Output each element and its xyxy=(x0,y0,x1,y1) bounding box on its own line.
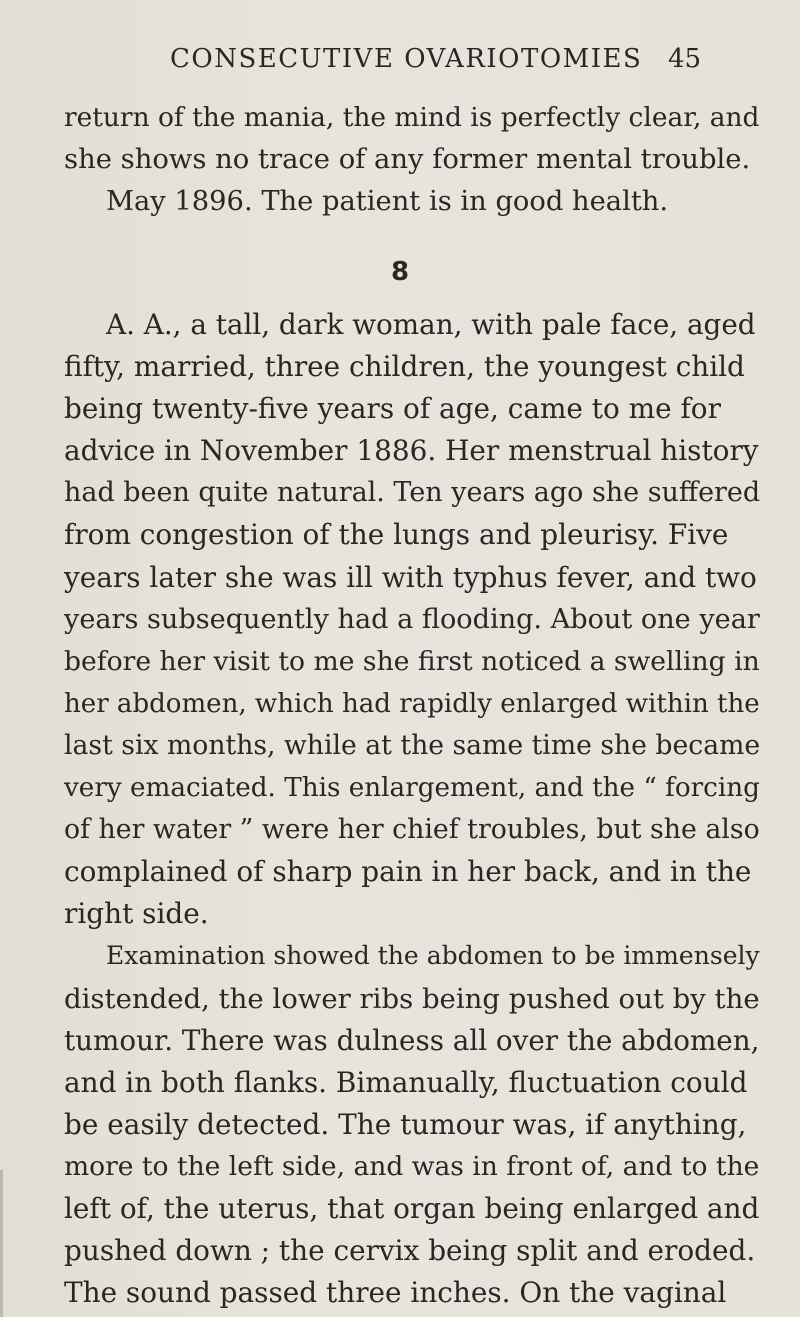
text-line: return of the mania, the mind is perfectly clear, and xyxy=(64,102,760,133)
text-line: being twenty-five years of age, came to me for xyxy=(64,392,721,426)
text-line: before her visit to me she first noticed a swelling in xyxy=(64,645,760,677)
text-line: Examination showed the abdomen to be immensely xyxy=(106,941,760,971)
text-line: May 1896. The patient is in good health. xyxy=(106,186,669,217)
text-line: A. A., a tall, dark woman, with pale face, aged xyxy=(106,308,756,341)
text-line: The sound passed three inches. On the vaginal xyxy=(64,1276,727,1310)
text-line: of her water ” were her chief troubles, but she also xyxy=(64,814,760,846)
text-line: she shows no trace of any former mental trouble. xyxy=(64,144,751,175)
text-line: years subsequently had a flooding. About one year xyxy=(64,603,760,635)
text-line: distended, the lower ribs being pushed out by the xyxy=(64,982,760,1015)
text-line: fifty, married, three children, the youngest child xyxy=(64,350,745,384)
case-paragraph xyxy=(0,304,800,1314)
text-line: and in both flanks. Bimanually, fluctuation could xyxy=(64,1065,748,1099)
text-line: right side. xyxy=(64,897,209,931)
text-line: complained of sharp pain in her back, and in the xyxy=(64,855,752,889)
text-line: very emaciated. This enlargement, and the “ forcing xyxy=(64,773,760,804)
text-line: pushed down ; the cervix being split and eroded. xyxy=(64,1234,756,1268)
page-header xyxy=(0,44,800,84)
text-line: left of, the uterus, that organ being enlarged and xyxy=(64,1191,760,1225)
text-line: advice in November 1886. Her menstrual history xyxy=(64,434,759,468)
text-line: be easily detected. The tumour was, if anything, xyxy=(64,1107,747,1141)
page-number: 45 xyxy=(668,44,702,74)
text-line: last six months, while at the same time she became xyxy=(64,729,761,761)
running-title: CONSECUTIVE OVARIOTOMIES xyxy=(170,44,643,74)
text-line: tumour. There was dulness all over the abdomen, xyxy=(64,1023,760,1057)
text-line: years later she was ill with typhus fever, and two xyxy=(64,560,757,594)
text-line: her abdomen, which had rapidly enlarged within the xyxy=(64,688,760,719)
continued-paragraph xyxy=(0,97,800,223)
text-line: more to the left side, and was in front of, and to the xyxy=(64,1150,760,1182)
text-line: had been quite natural. Ten years ago she suffered xyxy=(64,477,761,509)
text-line: from congestion of the lungs and pleurisy. Five xyxy=(64,518,729,552)
case-number-heading: 8 xyxy=(390,257,410,287)
